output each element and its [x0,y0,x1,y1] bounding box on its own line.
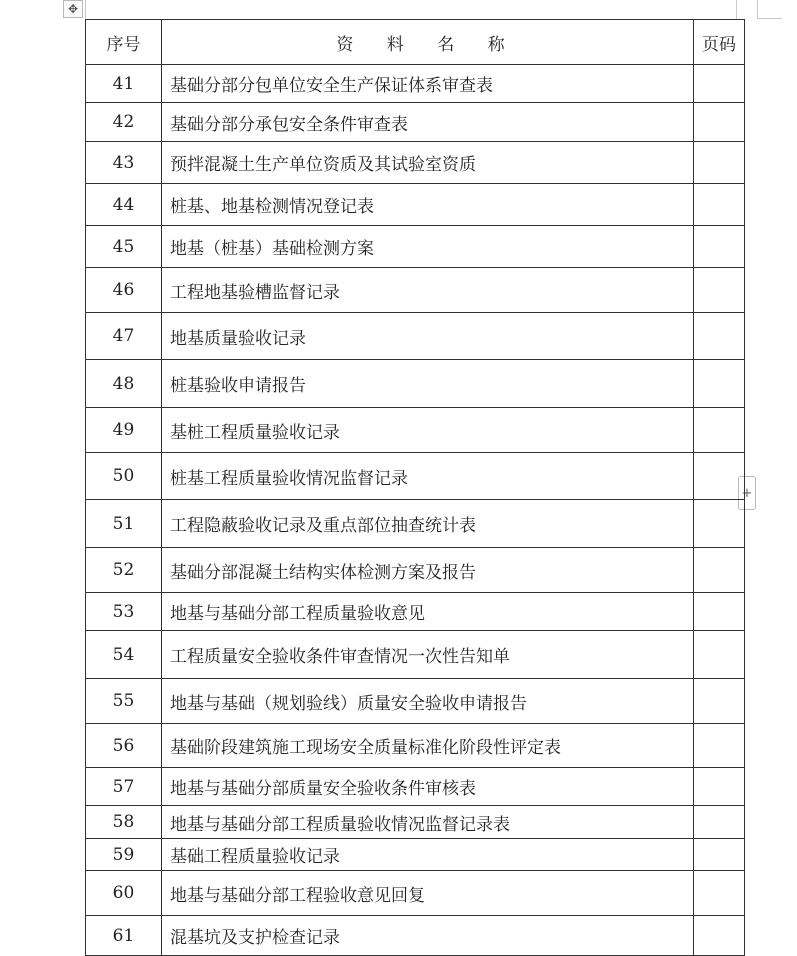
row-num[interactable]: 48 [86,360,162,408]
row-num[interactable]: 42 [86,103,162,142]
row-page[interactable] [694,103,745,142]
row-page[interactable] [694,500,745,548]
row-num[interactable]: 55 [86,679,162,724]
table-row [86,268,745,313]
row-name[interactable]: 地基与基础分部工程验收意见回复 [162,871,694,916]
row-num[interactable]: 58 [86,806,162,839]
row-num[interactable]: 50 [86,453,162,500]
table-header-row [86,20,745,65]
row-num[interactable]: 47 [86,313,162,360]
table-row [86,593,745,631]
row-name[interactable]: 基础工程质量验收记录 [162,839,694,871]
row-page[interactable] [694,871,745,916]
row-num[interactable]: 43 [86,142,162,184]
header-name: 资 料 名 称 [162,20,694,65]
row-num[interactable]: 53 [86,593,162,631]
table-row [86,631,745,679]
row-name[interactable]: 预拌混凝土生产单位资质及其试验室资质 [162,142,694,184]
row-page[interactable] [694,268,745,313]
row-page[interactable] [694,916,745,956]
row-page[interactable] [694,679,745,724]
row-num[interactable]: 44 [86,184,162,226]
row-num[interactable]: 61 [86,916,162,956]
row-num[interactable]: 52 [86,548,162,593]
row-name[interactable]: 工程隐蔽验收记录及重点部位抽查统计表 [162,500,694,548]
table-row [86,768,745,806]
row-name[interactable]: 桩基、地基检测情况登记表 [162,184,694,226]
row-num[interactable]: 49 [86,408,162,453]
row-name[interactable]: 工程质量安全验收条件审查情况一次性告知单 [162,631,694,679]
row-num[interactable]: 54 [86,631,162,679]
row-name[interactable]: 基础分部分承包安全条件审查表 [162,103,694,142]
header-page: 页码 [694,20,745,65]
table-row [86,916,745,956]
row-num[interactable]: 57 [86,768,162,806]
row-page[interactable] [694,226,745,268]
row-page[interactable] [694,724,745,768]
page-edge-left [85,0,86,20]
row-num[interactable]: 51 [86,500,162,548]
table-row [86,408,745,453]
row-name[interactable]: 地基与基础分部工程质量验收情况监督记录表 [162,806,694,839]
row-name[interactable]: 基础分部混凝土结构实体检测方案及报告 [162,548,694,593]
add-column-button[interactable]: + [738,476,756,510]
table-row [86,360,745,408]
row-name[interactable]: 混基坑及支护检查记录 [162,916,694,956]
row-name[interactable]: 工程地基验槽监督记录 [162,268,694,313]
row-name[interactable]: 地基（桩基）基础检测方案 [162,226,694,268]
row-name[interactable]: 地基与基础分部质量安全验收条件审核表 [162,768,694,806]
row-page[interactable] [694,768,745,806]
row-page[interactable] [694,548,745,593]
page-corner-mark [757,0,782,19]
row-num[interactable]: 59 [86,839,162,871]
row-name[interactable]: 地基与基础分部工程质量验收意见 [162,593,694,631]
header-num: 序号 [86,20,162,65]
row-name[interactable]: 地基与基础（规划验线）质量安全验收申请报告 [162,679,694,724]
row-page[interactable] [694,360,745,408]
row-name[interactable]: 桩基工程质量验收情况监督记录 [162,453,694,500]
table-row [86,184,745,226]
row-name[interactable]: 桩基验收申请报告 [162,360,694,408]
row-num[interactable]: 46 [86,268,162,313]
row-num[interactable]: 60 [86,871,162,916]
table-row [86,500,745,548]
row-page[interactable] [694,806,745,839]
page-edge-right [736,0,737,20]
row-name[interactable]: 地基质量验收记录 [162,313,694,360]
row-name[interactable]: 基础阶段建筑施工现场安全质量标准化阶段性评定表 [162,724,694,768]
table-row [86,839,745,871]
table-row [86,65,745,103]
table-row [86,724,745,768]
row-num[interactable]: 56 [86,724,162,768]
row-page[interactable] [694,313,745,360]
table-row [86,103,745,142]
row-page[interactable] [694,593,745,631]
table-move-handle-icon[interactable]: ✥ [63,0,83,18]
table-row [86,871,745,916]
table-row [86,142,745,184]
row-page[interactable] [694,631,745,679]
row-name[interactable]: 基桩工程质量验收记录 [162,408,694,453]
row-page[interactable] [694,65,745,103]
table-row [86,806,745,839]
row-page[interactable] [694,184,745,226]
table-row [86,679,745,724]
row-page[interactable] [694,839,745,871]
document-table [85,19,745,956]
row-num[interactable]: 45 [86,226,162,268]
table-body [86,65,745,956]
row-name[interactable]: 基础分部分包单位安全生产保证体系审查表 [162,65,694,103]
table-row [86,226,745,268]
table-row [86,313,745,360]
row-page[interactable] [694,142,745,184]
table-row [86,453,745,500]
row-page[interactable] [694,408,745,453]
table-row [86,548,745,593]
row-page[interactable] [694,453,745,500]
row-num[interactable]: 41 [86,65,162,103]
